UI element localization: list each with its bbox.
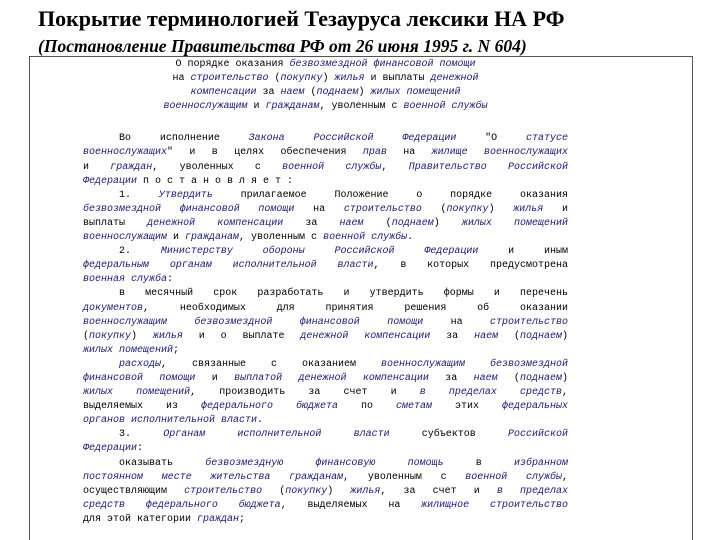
thesaurus-term: выплатой: [234, 372, 283, 384]
document-line: осуществляющим строительство (покупку) жилья, за счет и в пределах: [83, 485, 568, 497]
document-text: [83, 132, 568, 527]
thesaurus-term: строительство: [184, 485, 263, 497]
thesaurus-term: покупку: [280, 73, 323, 85]
thesaurus-term: федерального бюджета: [200, 401, 338, 413]
thesaurus-term: гражданам: [185, 232, 240, 244]
thesaurus-term: жилья: [152, 330, 183, 342]
thesaurus-term: поднаем: [391, 217, 434, 229]
thesaurus-term: Российской Федерации: [334, 246, 479, 258]
thesaurus-term: безвозмездной: [489, 358, 568, 370]
thesaurus-term: финансовой помощи: [83, 372, 196, 384]
thesaurus-term: в пределах: [419, 387, 497, 399]
document-line: военнослужащим безвозмездной финансовой помощи на строительство: [83, 316, 568, 328]
thesaurus-term: наем: [473, 372, 498, 384]
document-line: Федерации п о с т а н о в л я е т :: [83, 175, 294, 187]
thesaurus-term: Министерству: [160, 246, 233, 258]
thesaurus-term: прав: [362, 147, 387, 159]
document-line: документов, необходимых для принятия решения об оказании: [83, 302, 568, 314]
thesaurus-term: Федерации: [83, 175, 138, 187]
thesaurus-term: жилья: [513, 203, 544, 215]
thesaurus-term: федерального бюджета: [145, 499, 281, 511]
document-title-line: военнослужащим и гражданам, уволенным с военной службы: [163, 101, 488, 113]
thesaurus-term: военнослужащим: [380, 358, 465, 370]
document-title-line: компенсации за наем (поднаем) жилых помещений: [190, 87, 461, 99]
document-line: жилых помещений;: [83, 344, 180, 356]
thesaurus-term: Правительство Российской: [408, 161, 568, 173]
thesaurus-term: жилище: [431, 147, 468, 159]
thesaurus-term: покупку: [285, 485, 328, 497]
document-line: для этой категории граждан;: [83, 513, 246, 525]
document-line: выделяемых из федерального бюджета по сметам этих федеральных: [83, 401, 568, 413]
thesaurus-term: строительство: [343, 203, 422, 215]
thesaurus-term: жилых помещений: [83, 344, 174, 356]
thesaurus-term: военнослужащим: [83, 316, 168, 328]
thesaurus-term: средств: [519, 387, 562, 399]
thesaurus-term: жилых помещений: [83, 387, 191, 399]
thesaurus-term: гражданам: [265, 101, 320, 113]
thesaurus-term: наем: [339, 217, 364, 229]
thesaurus-term: денежной: [430, 73, 479, 85]
thesaurus-term: постоянном месте жительства: [83, 471, 271, 483]
document-line: 2. Министерству обороны Российской Федерации и иным: [119, 246, 568, 258]
thesaurus-term: обороны: [262, 246, 305, 258]
thesaurus-term: помощь: [407, 457, 444, 469]
thesaurus-term: жилых помещений: [461, 217, 568, 229]
document-line: постоянном месте жительства гражданам, уволенным с военной службы,: [83, 471, 569, 483]
thesaurus-term: военной службы: [323, 232, 408, 244]
thesaurus-term: покупку: [89, 330, 132, 342]
thesaurus-term: Утвердить: [158, 189, 213, 201]
document-line: 3. Органам исполнительной власти субъектов Российской: [119, 429, 568, 441]
thesaurus-term: органов исполнительной власти: [83, 415, 258, 427]
document-title-line: на строительство (покупку) жилья и выплаты денежной: [172, 73, 479, 85]
thesaurus-term: военной службы: [403, 101, 488, 113]
thesaurus-term: Федерации: [83, 443, 138, 455]
document-line: органов исполнительной власти.: [83, 415, 264, 427]
document-line: финансовой помощи и выплатой денежной компенсации за наем (поднаем): [83, 372, 568, 384]
document-line: 1. Утвердить прилагаемое Положение о порядке оказания: [119, 189, 568, 201]
thesaurus-term: наем: [280, 87, 305, 99]
thesaurus-term: граждан: [197, 513, 240, 525]
thesaurus-term: поднаем: [316, 87, 359, 99]
thesaurus-term: жилья: [350, 485, 381, 497]
thesaurus-term: военной службы: [282, 161, 382, 173]
thesaurus-term: компенсации: [190, 87, 257, 99]
thesaurus-term: поднаем: [519, 372, 562, 384]
thesaurus-term: строительство: [190, 73, 269, 85]
thesaurus-term: гражданам: [289, 471, 344, 483]
thesaurus-term: военной службы: [465, 471, 562, 483]
thesaurus-term: расходы: [119, 358, 162, 370]
thesaurus-term: федеральных: [501, 401, 568, 413]
document-line: средств федерального бюджета, выделяемых на жилищное строительство: [83, 499, 568, 511]
thesaurus-term: жилищное строительство: [421, 499, 568, 511]
thesaurus-term: военнослужащих: [483, 147, 568, 159]
document-line: военная служба:: [83, 274, 174, 286]
document-line: оказывать безвозмездную финансовую помощь в избранном: [119, 457, 568, 469]
thesaurus-term: безвозмездной финансовой помощи: [83, 203, 295, 215]
document-title: [83, 58, 568, 114]
thesaurus-term: денежной компенсации: [147, 217, 284, 229]
thesaurus-term: статусе: [525, 133, 568, 145]
thesaurus-term: жилья: [334, 73, 365, 85]
thesaurus-term: жилых помещений: [370, 87, 461, 99]
thesaurus-term: строительство: [489, 316, 568, 328]
thesaurus-term: федеральным органам исполнительной власти: [83, 260, 374, 272]
thesaurus-term: денежной компенсации: [298, 372, 429, 384]
document-line: федеральным органам исполнительной власти, в которых предусмотрена: [83, 260, 569, 272]
document-line: военнослужащих" и в целях обеспечения прав на жилище военнослужащих: [83, 147, 568, 159]
document-title-line: О порядке оказания безвозмездной финансовой помощи: [175, 59, 476, 70]
document-line: в месячный срок разработать и утвердить формы и перечень: [119, 288, 568, 300]
slide-subtitle: (Постановление Правительства РФ от 26 июня 1995 г. N 604): [38, 36, 527, 56]
thesaurus-term: военнослужащим: [83, 232, 168, 244]
thesaurus-term: в пределах: [496, 485, 568, 497]
thesaurus-term: Российской Федерации: [313, 133, 457, 145]
document-line: Федерации:: [83, 443, 144, 455]
document-line: Во исполнение Закона Российской Федерации "О статусе: [119, 133, 568, 145]
thesaurus-term: военная служба: [83, 274, 168, 286]
thesaurus-term: сметам: [395, 401, 432, 413]
document-line: выплаты денежной компенсации за наем (поднаем) жилых помещений: [83, 217, 568, 229]
document-body: [83, 58, 568, 527]
thesaurus-term: денежной компенсации: [300, 330, 431, 342]
thesaurus-term: военнослужащих: [83, 147, 168, 159]
thesaurus-term: избранном: [513, 457, 568, 469]
document-line: военнослужащим и гражданам, уволенным с военной службы.: [83, 232, 414, 244]
thesaurus-term: наем: [474, 330, 499, 342]
document-line: и граждан, уволенных с военной службы, Правительство Российской: [83, 161, 568, 173]
thesaurus-term: средств: [83, 499, 126, 511]
thesaurus-term: военнослужащим: [163, 101, 248, 113]
thesaurus-term: граждан: [110, 161, 153, 173]
document-line: расходы, связанные с оказанием военнослужащим безвозмездной: [119, 358, 568, 370]
thesaurus-term: документов: [83, 302, 144, 314]
thesaurus-term: Российской: [507, 429, 568, 441]
thesaurus-term: поднаем: [519, 330, 562, 342]
thesaurus-term: финансовую: [315, 457, 376, 469]
thesaurus-term: безвозмездной финансовой помощи: [289, 59, 476, 70]
thesaurus-term: Закона: [248, 133, 285, 145]
slide-title: Покрытие терминологией Тезауруса лексики НА РФ: [38, 6, 565, 31]
thesaurus-term: Органам: [163, 429, 206, 441]
thesaurus-term: исполнительной власти: [237, 429, 390, 441]
thesaurus-term: покупку: [446, 203, 489, 215]
document-line: безвозмездной финансовой помощи на строительство (покупку) жилья и: [83, 203, 568, 215]
document-line: (покупку) жилья и о выплате денежной компенсации за наем (поднаем): [83, 330, 568, 342]
thesaurus-term: безвозмездную: [205, 457, 284, 469]
document-line: жилых помещений, производить за счет и в пределах средств,: [83, 387, 569, 399]
thesaurus-term: безвозмездной финансовой помощи: [194, 316, 424, 328]
